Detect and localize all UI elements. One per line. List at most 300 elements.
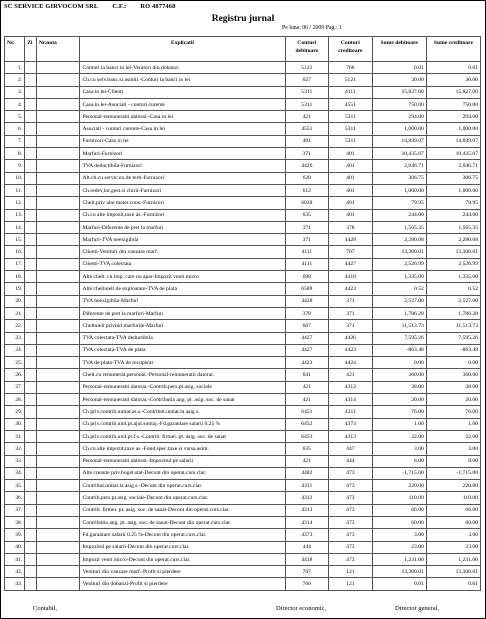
row-number: 6. (5, 123, 25, 135)
row-suma-debit: 2,527.00 (372, 295, 426, 307)
row-suma-credit: 14,839.07 (426, 135, 480, 147)
row-nota (36, 566, 80, 578)
row-suma-debit: 20.00 (372, 394, 426, 406)
row-cont-creditor: 473 (329, 529, 373, 541)
row-suma-credit: 1,335.00 (426, 271, 480, 283)
row-number: 1. (5, 62, 25, 74)
row-number: 18. (5, 271, 25, 283)
row-zi (25, 98, 37, 110)
row-zi (25, 443, 37, 455)
row-zi (25, 578, 37, 590)
row-cont-debitor: 628 (285, 172, 329, 184)
row-number: 36. (5, 492, 25, 504)
row-number: 10. (5, 172, 25, 184)
row-number: 33. (5, 455, 25, 467)
row-suma-credit: 1.00 (426, 418, 480, 430)
row-suma-debit: 0.52 (372, 283, 426, 295)
row-zi (25, 320, 37, 332)
col-cont-debitor-header: Conturi debitoare (285, 37, 329, 62)
row-cont-debitor: 4427 (285, 332, 329, 344)
row-suma-debit: 1,231.00 (372, 553, 426, 565)
table-row (5, 62, 481, 74)
row-number: 16. (5, 246, 25, 258)
row-cont-creditor: 371 (329, 307, 373, 319)
row-suma-credit: 66.00 (426, 504, 480, 516)
row-explicatie: Chelt.cu renumerat.personal.-Personal-remuneratii datorat. (80, 369, 285, 381)
row-nota (36, 541, 80, 553)
signature-contabil: Contabil, (33, 605, 58, 612)
table-row (5, 381, 481, 393)
row-explicatie: Casa in lei-Asociati - conturi curente (80, 98, 285, 110)
row-suma-credit: 0.52 (426, 283, 480, 295)
row-explicatie: Alt.ch.cu servic.ex.de terti-Furnizori (80, 172, 285, 184)
row-explicatie: TVA deductibila-Furnizori (80, 160, 285, 172)
row-suma-debit: 15,827.00 (372, 86, 426, 98)
row-number: 7. (5, 135, 25, 147)
row-suma-debit: 0.01 (372, 578, 426, 590)
row-suma-debit: 2,526.99 (372, 258, 426, 270)
row-number: 3. (5, 86, 25, 98)
table-row (5, 418, 481, 430)
row-number: 25. (5, 357, 25, 369)
row-number: 32. (5, 443, 25, 455)
table-row (5, 553, 481, 565)
row-cont-creditor: 401 (329, 160, 373, 172)
row-explicatie: Ch.redev,lor.gest.si chirii-Furnizori (80, 184, 285, 196)
row-suma-credit: 220.00 (426, 480, 480, 492)
table-row (5, 455, 481, 467)
row-cont-creditor: 4427 (329, 258, 373, 270)
row-nota (36, 307, 80, 319)
row-suma-credit: 110.00 (426, 492, 480, 504)
row-cont-creditor: 4314 (329, 394, 373, 406)
row-number: 13. (5, 209, 25, 221)
row-nota (36, 443, 80, 455)
table-row (5, 234, 481, 246)
row-nota (36, 357, 80, 369)
row-number: 9. (5, 160, 25, 172)
row-nota (36, 381, 80, 393)
row-suma-debit: 1,000.00 (372, 184, 426, 196)
row-explicatie: Contribut.unitat.la asig.s.-Decont din operat.curs.clar. (80, 480, 285, 492)
row-explicatie: Marfuri-Diferente de pret la marfuri (80, 221, 285, 233)
row-explicatie: Contributia ang. pt. asig. soc. de sanat-Decont din operat.curs.clar. (80, 516, 285, 528)
row-cont-debitor: 766 (285, 578, 329, 590)
row-suma-debit: 60.00 (372, 516, 426, 528)
row-zi (25, 381, 37, 393)
row-suma-debit: 30.00 (372, 74, 426, 86)
row-cont-debitor: 4482 (285, 467, 329, 479)
company-name: SC SERVICE GIRVOCOM SRL (4, 3, 99, 10)
row-number: 19. (5, 283, 25, 295)
row-suma-debit: 3.00 (372, 529, 426, 541)
row-cont-creditor: 473 (329, 504, 373, 516)
row-suma-debit: 14,839.07 (372, 135, 426, 147)
row-suma-credit: 2,280.08 (426, 234, 480, 246)
row-cont-creditor: 4428 (329, 234, 373, 246)
row-zi (25, 418, 37, 430)
row-number: 17. (5, 258, 25, 270)
row-nota (36, 504, 80, 516)
row-cont-debitor: 4427 (285, 344, 329, 356)
row-suma-debit: 1.00 (372, 418, 426, 430)
row-cont-debitor: 6451 (285, 406, 329, 418)
row-suma-debit: 0.01 (372, 62, 426, 74)
row-cont-creditor: 4373 (329, 418, 373, 430)
row-nota (36, 111, 80, 123)
table-row (5, 246, 481, 258)
col-explicatii-header: Explicatii (80, 37, 285, 62)
row-nota (36, 74, 80, 86)
table-row (5, 443, 481, 455)
row-cont-debitor: 635 (285, 443, 329, 455)
row-suma-debit: -863.48 (372, 344, 426, 356)
row-nota (36, 467, 80, 479)
row-zi (25, 406, 37, 418)
row-nota (36, 516, 80, 528)
row-nota (36, 394, 80, 406)
row-cont-creditor: 444 (329, 455, 373, 467)
row-cont-debitor: 371 (285, 234, 329, 246)
row-number: 39. (5, 529, 25, 541)
row-cont-debitor: 5311 (285, 86, 329, 98)
row-suma-debit: 306.75 (372, 172, 426, 184)
table-row (5, 258, 481, 270)
row-cont-debitor: 6453 (285, 430, 329, 442)
row-suma-debit: 1,786.28 (372, 307, 426, 319)
row-suma-credit: 0.01 (426, 62, 480, 74)
row-explicatie: TVA de plata-TVA de recuperat (80, 357, 285, 369)
row-number: 12. (5, 197, 25, 209)
row-nota (36, 553, 80, 565)
row-nota (36, 406, 80, 418)
row-suma-debit: 3.00 (372, 443, 426, 455)
cif-value: RO 4877468 (140, 3, 176, 10)
row-cont-creditor: 371 (329, 295, 373, 307)
row-explicatie: Impozitul pe salarii-Decont din operat.curs.clar. (80, 541, 285, 553)
row-number: 38. (5, 516, 25, 528)
row-cont-debitor: 371 (285, 148, 329, 160)
table-row (5, 307, 481, 319)
row-explicatie: Personal-remuneratii datorat.-Contributia ang. pt. asig. soc. de sanat (80, 394, 285, 406)
row-explicatie: Furnizori-Casa in lei (80, 135, 285, 147)
row-suma-credit: 10,435.07 (426, 148, 480, 160)
row-number: 31. (5, 430, 25, 442)
row-number: 2. (5, 74, 25, 86)
row-suma-credit: 30.00 (426, 74, 480, 86)
row-zi (25, 344, 37, 356)
col-suma-credit-header: Sume creditoare (426, 37, 480, 62)
row-cont-debitor: 421 (285, 111, 329, 123)
row-explicatie: Contrib.pers.pt.asig. sociale-Decont din operat.curs.clar. (80, 492, 285, 504)
row-suma-debit: 76.00 (372, 406, 426, 418)
cif-label: C.F.: (112, 3, 127, 10)
row-suma-debit: 110.00 (372, 492, 426, 504)
row-cont-debitor: 421 (285, 455, 329, 467)
row-nota (36, 258, 80, 270)
row-number: 42. (5, 566, 25, 578)
row-explicatie: Personal-remuneratii datorat.-Casa in lei (80, 111, 285, 123)
row-zi (25, 357, 37, 369)
period-info: Pe luna: 06 / 2009 Pag.: 1 (282, 25, 342, 31)
row-number: 5. (5, 111, 25, 123)
row-suma-debit: 244.00 (372, 209, 426, 221)
row-number: 35. (5, 480, 25, 492)
row-cont-creditor: 5311 (329, 135, 373, 147)
row-suma-credit: 1,786.28 (426, 307, 480, 319)
row-suma-credit: 294.00 (426, 111, 480, 123)
row-cont-debitor: 627 (285, 74, 329, 86)
row-nota (36, 418, 80, 430)
row-zi (25, 566, 37, 578)
row-suma-credit: 1,000.00 (426, 184, 480, 196)
row-suma-credit: 2,526.99 (426, 258, 480, 270)
row-nota (36, 160, 80, 172)
row-suma-credit: 0.01 (426, 578, 480, 590)
row-explicatie: TVA neexigibila-Marfuri (80, 295, 285, 307)
row-zi (25, 553, 37, 565)
journal-table (4, 36, 481, 591)
row-zi (25, 160, 37, 172)
row-cont-debitor: 371 (285, 221, 329, 233)
row-suma-debit: 38.00 (372, 381, 426, 393)
row-explicatie: Personal-remuneratii datorat.-Impozitul pe salarii (80, 455, 285, 467)
row-number: 15. (5, 234, 25, 246)
row-nota (36, 123, 80, 135)
row-suma-debit: 2,280.08 (372, 234, 426, 246)
table-header-row (5, 37, 481, 62)
row-suma-credit: 38.00 (426, 381, 480, 393)
row-explicatie: Clienti-Venituri din vanzare marf. (80, 246, 285, 258)
row-nota (36, 271, 80, 283)
row-cont-creditor: 707 (329, 246, 373, 258)
row-explicatie: Chelt.priv alte mater.cons.-Furnizori (80, 197, 285, 209)
row-explicatie: TVA colectata-TVA de plata (80, 344, 285, 356)
row-suma-credit: -863.48 (426, 344, 480, 356)
row-suma-debit: 13,300.01 (372, 566, 426, 578)
row-explicatie: Personal-remuneratii datorat.-Contrib.pers.pt.asig. sociale (80, 381, 285, 393)
row-zi (25, 74, 37, 86)
row-cont-creditor: 473 (329, 467, 373, 479)
row-cont-creditor: 401 (329, 148, 373, 160)
row-nota (36, 172, 80, 184)
row-cont-debitor: 6028 (285, 197, 329, 209)
table-row (5, 221, 481, 233)
row-cont-debitor: 4373 (285, 529, 329, 541)
row-suma-debit: 66.00 (372, 504, 426, 516)
row-number: 37. (5, 504, 25, 516)
row-number: 21. (5, 307, 25, 319)
row-nota (36, 578, 80, 590)
row-suma-credit: 2,527.00 (426, 295, 480, 307)
row-nota (36, 369, 80, 381)
table-row (5, 271, 481, 283)
row-explicatie: Impozit venit micro-Decont din operat.curs.clar. (80, 553, 285, 565)
table-row (5, 295, 481, 307)
row-cont-creditor: 4423 (329, 283, 373, 295)
row-zi (25, 234, 37, 246)
row-explicatie: Asociati - conturi curente-Casa in lei (80, 123, 285, 135)
row-number: 8. (5, 148, 25, 160)
row-nota (36, 320, 80, 332)
row-cont-debitor: 378 (285, 307, 329, 319)
table-row (5, 430, 481, 442)
row-explicatie: Ch.priv.contrib.unit.pt.f.s.-Contrib. firmei. pt. asig. soc. de sanat (80, 430, 285, 442)
row-suma-credit: 3.00 (426, 529, 480, 541)
row-suma-debit: 79.95 (372, 197, 426, 209)
row-nota (36, 86, 80, 98)
row-number: 40. (5, 541, 25, 553)
table-row (5, 74, 481, 86)
row-nota (36, 492, 80, 504)
row-suma-credit: 79.95 (426, 197, 480, 209)
table-row (5, 369, 481, 381)
row-zi (25, 467, 37, 479)
row-suma-debit: 1,565.35 (372, 221, 426, 233)
table-row (5, 172, 481, 184)
row-suma-credit: 8.00 (426, 455, 480, 467)
row-cont-creditor: 5311 (329, 123, 373, 135)
row-suma-debit: 10,435.07 (372, 148, 426, 160)
row-number: 30. (5, 418, 25, 430)
row-suma-debit: 360.00 (372, 369, 426, 381)
row-nota (36, 344, 80, 356)
row-cont-debitor: 641 (285, 369, 329, 381)
row-zi (25, 246, 37, 258)
signature-director-general: Director general, (395, 605, 440, 612)
row-zi (25, 332, 37, 344)
row-explicatie: Ch.cu alte impozit,taxe as.-Furnizori (80, 209, 285, 221)
table-row (5, 529, 481, 541)
row-explicatie: Ch.cu alte impozit,taxe as.-Fond.spec.taxe si varsa asim. (80, 443, 285, 455)
row-cont-creditor: 401 (329, 172, 373, 184)
row-suma-credit: 1,231.00 (426, 553, 480, 565)
table-row (5, 209, 481, 221)
row-explicatie: Marfuri-Furnizori (80, 148, 285, 160)
row-cont-debitor: 6588 (285, 283, 329, 295)
row-cont-creditor: 4423 (329, 344, 373, 356)
table-row (5, 516, 481, 528)
table-row (5, 148, 481, 160)
row-zi (25, 430, 37, 442)
row-suma-debit: 220.00 (372, 480, 426, 492)
row-cont-debitor: 4311 (285, 480, 329, 492)
row-cont-debitor: 6452 (285, 418, 329, 430)
row-suma-credit: 360.00 (426, 369, 480, 381)
row-cont-creditor: 121 (329, 566, 373, 578)
row-zi (25, 172, 37, 184)
row-zi (25, 504, 37, 516)
row-suma-credit: 11,513.73 (426, 320, 480, 332)
row-zi (25, 135, 37, 147)
row-cont-creditor: 401 (329, 197, 373, 209)
row-zi (25, 480, 37, 492)
row-suma-credit: 1,000.00 (426, 123, 480, 135)
row-cont-debitor: 401 (285, 135, 329, 147)
row-suma-credit: 2,046.71 (426, 160, 480, 172)
row-suma-credit: 750.00 (426, 98, 480, 110)
row-suma-debit: 2,046.71 (372, 160, 426, 172)
row-cont-creditor: 4311 (329, 406, 373, 418)
row-cont-debitor: 4418 (285, 553, 329, 565)
row-cont-creditor: 473 (329, 541, 373, 553)
row-cont-creditor: 4312 (329, 381, 373, 393)
row-suma-debit: 23.00 (372, 541, 426, 553)
row-cont-debitor: 4111 (285, 246, 329, 258)
row-nota (36, 295, 80, 307)
table-row (5, 406, 481, 418)
row-cont-creditor: 4111 (329, 86, 373, 98)
row-cont-creditor: 4551 (329, 98, 373, 110)
row-zi (25, 209, 37, 221)
table-row (5, 467, 481, 479)
row-explicatie: Marfuri-TVA neexigibila (80, 234, 285, 246)
row-cont-debitor: 5311 (285, 98, 329, 110)
row-suma-credit: 7,595.26 (426, 332, 480, 344)
row-suma-debit: 13,300.01 (372, 246, 426, 258)
row-nota (36, 135, 80, 147)
table-row (5, 98, 481, 110)
row-nota (36, 184, 80, 196)
row-number: 11. (5, 184, 25, 196)
row-zi (25, 271, 37, 283)
row-cont-creditor: 766 (329, 62, 373, 74)
row-suma-debit: 294.00 (372, 111, 426, 123)
table-row (5, 480, 481, 492)
row-suma-credit: 244.00 (426, 209, 480, 221)
table-row (5, 123, 481, 135)
row-cont-debitor: 612 (285, 184, 329, 196)
table-row (5, 160, 481, 172)
table-row (5, 283, 481, 295)
row-nota (36, 529, 80, 541)
row-suma-credit: 1,565.35 (426, 221, 480, 233)
row-cont-creditor: 121 (329, 578, 373, 590)
signature-director-economic: Director economic, (276, 605, 327, 612)
company-header (4, 3, 189, 10)
row-zi (25, 283, 37, 295)
row-nota (36, 221, 80, 233)
row-number: 28. (5, 394, 25, 406)
row-cont-debitor: 444 (285, 541, 329, 553)
row-cont-creditor: 4426 (329, 332, 373, 344)
row-zi (25, 258, 37, 270)
table-row (5, 86, 481, 98)
row-explicatie: Clienti-TVA colectata (80, 258, 285, 270)
row-cont-debitor: 4428 (285, 295, 329, 307)
row-number: 23. (5, 332, 25, 344)
row-nota (36, 283, 80, 295)
row-cont-creditor: 473 (329, 516, 373, 528)
row-zi (25, 492, 37, 504)
row-explicatie: Casa in lei-Clienti (80, 86, 285, 98)
row-zi (25, 62, 37, 74)
row-nota (36, 234, 80, 246)
row-suma-debit: 22.00 (372, 430, 426, 442)
row-cont-creditor: 401 (329, 209, 373, 221)
row-suma-credit: 3.00 (426, 443, 480, 455)
row-cont-debitor: 4312 (285, 492, 329, 504)
row-cont-debitor: 4426 (285, 160, 329, 172)
row-suma-credit: 15,827.00 (426, 86, 480, 98)
row-explicatie: Alte creante priv.buget.stat-Decont din operat.curs.clar. (80, 467, 285, 479)
row-zi (25, 184, 37, 196)
row-number: 34. (5, 467, 25, 479)
row-cont-debitor: 4111 (285, 258, 329, 270)
row-suma-debit: 1,000.00 (372, 123, 426, 135)
row-cont-creditor: 371 (329, 320, 373, 332)
col-nota-header: Nr.nota (36, 37, 80, 62)
